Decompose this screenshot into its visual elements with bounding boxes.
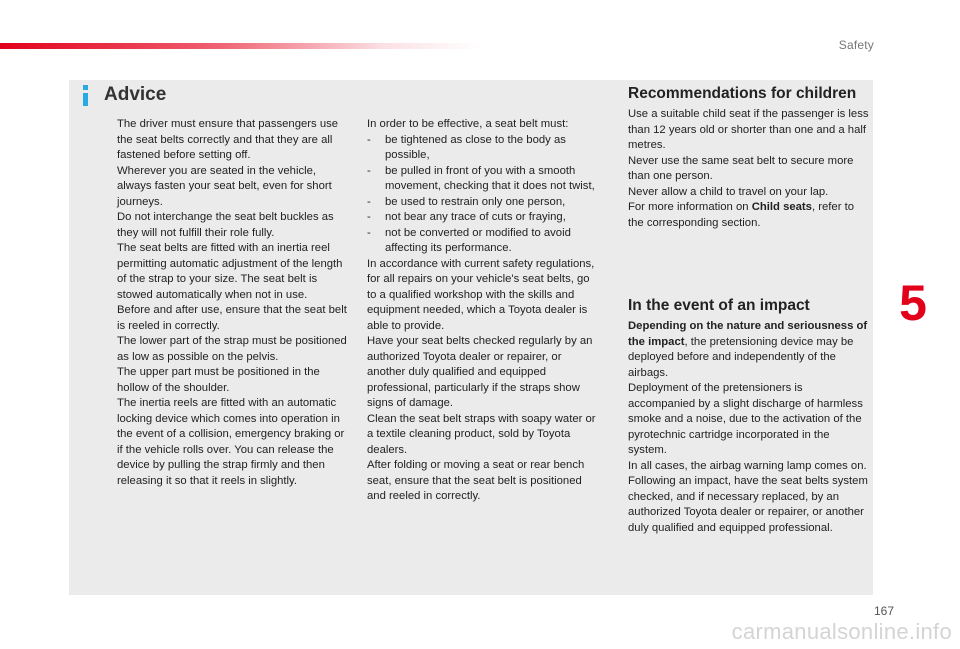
recommendations-title: Recommendations for children xyxy=(628,85,857,102)
paragraph: Following an impact, have the seat belts system checked, and if necessary replaced, by an authorized Toyota dealer or repairer, or another duly qualified and equipped professional. xyxy=(628,475,868,534)
list-item: - not be converted or modified to avoid affecting its performance. xyxy=(367,226,571,254)
list-intro: In order to be effective, a seat belt must: xyxy=(367,118,569,130)
paragraph: For more information on Child seats, refer to the corresponding section. xyxy=(628,201,855,229)
header-accent-bar xyxy=(0,43,480,49)
list-item: - be used to restrain only one person, xyxy=(367,195,566,208)
paragraph: Never allow a child to travel on your lap. xyxy=(628,185,829,198)
paragraph: After folding or moving a seat or rear bench seat, ensure that the seat belt is positioned and reeled in correctly. xyxy=(367,459,585,502)
paragraph: Do not interchange the seat belt buckles as they will not fulfill their role fully. xyxy=(117,211,334,239)
paragraph: The inertia reels are fitted with an automatic locking device which comes into operation in the event of a collision, emergency braking or if the vehicle rolls over. You can release the device by pulling the strap firmly and then releasing it so that it reels in slightly. xyxy=(117,397,345,487)
recommendations-text xyxy=(628,107,870,231)
paragraph: Depending on the nature and seriousness of the impact, the pretensioning device may be deployed before and independently of the airbags. xyxy=(628,320,868,379)
paragraph: Wherever you are seated in the vehicle, always fasten your seat belt, even for short journeys. xyxy=(117,164,332,208)
paragraph: Have your seat belts checked regularly by an authorized Toyota dealer or repairer, or another duly qualified and equipped professional, particularly if the straps show signs of damage. xyxy=(367,335,593,409)
paragraph: In all cases, the airbag warning lamp comes on. xyxy=(628,459,867,472)
advice-column-2 xyxy=(367,117,599,505)
watermark: carmanualsonline.info xyxy=(731,619,952,644)
paragraph: The driver must ensure that passengers use the seat belts correctly and that they are all fastened before setting off. xyxy=(117,118,339,161)
list-item: - not bear any trace of cuts or fraying, xyxy=(367,211,566,223)
paragraph: Deployment of the pretensioners is accompanied by a slight discharge of harmless smoke and a noise, due to the activation of the pyrotechnic cartridge incorporated in the system. xyxy=(628,382,863,456)
paragraph: Before and after use, ensure that the seat belt is reeled in correctly. xyxy=(117,304,347,332)
impact-title: In the event of an impact xyxy=(628,297,810,314)
paragraph: Clean the seat belt straps with soapy water or a textile cleaning product, sold by Toyota dealers. xyxy=(367,412,596,456)
list-item: - be tightened as close to the body as possible, xyxy=(367,133,566,161)
page-number: 167 xyxy=(873,604,894,618)
paragraph: The upper part must be positioned in the hollow of the shoulder. xyxy=(117,366,320,394)
paragraph: The seat belts are fitted with an inertia reel permitting automatic adjustment of the length of the strap to your size. The seat belt is stowed automatically when not in use. xyxy=(117,242,343,301)
advice-title: Advice xyxy=(104,84,167,105)
paragraph: The lower part of the strap must be positioned as low as possible on the pelvis. xyxy=(117,335,347,363)
paragraph: In accordance with current safety regulations, for all repairs on your vehicle's seat belts, go to a qualified workshop with the skills and equipment needed, which a Toyota dealer is able to provide. xyxy=(367,257,595,332)
section-title: Safety xyxy=(838,38,874,52)
advice-column-1 xyxy=(117,117,349,489)
info-icon xyxy=(79,85,97,106)
impact-text xyxy=(628,319,870,536)
paragraph: Use a suitable child seat if the passenger is less than 12 years old or shorter than one and a half metres. xyxy=(628,108,869,151)
list-item: - be pulled in front of you with a smooth movement, checking that it does not twist, xyxy=(367,164,595,192)
paragraph: Never use the same seat belt to secure more than one person. xyxy=(628,154,854,182)
chapter-number: 5 xyxy=(899,275,927,331)
child-seats-reference: Child seats xyxy=(751,201,812,213)
